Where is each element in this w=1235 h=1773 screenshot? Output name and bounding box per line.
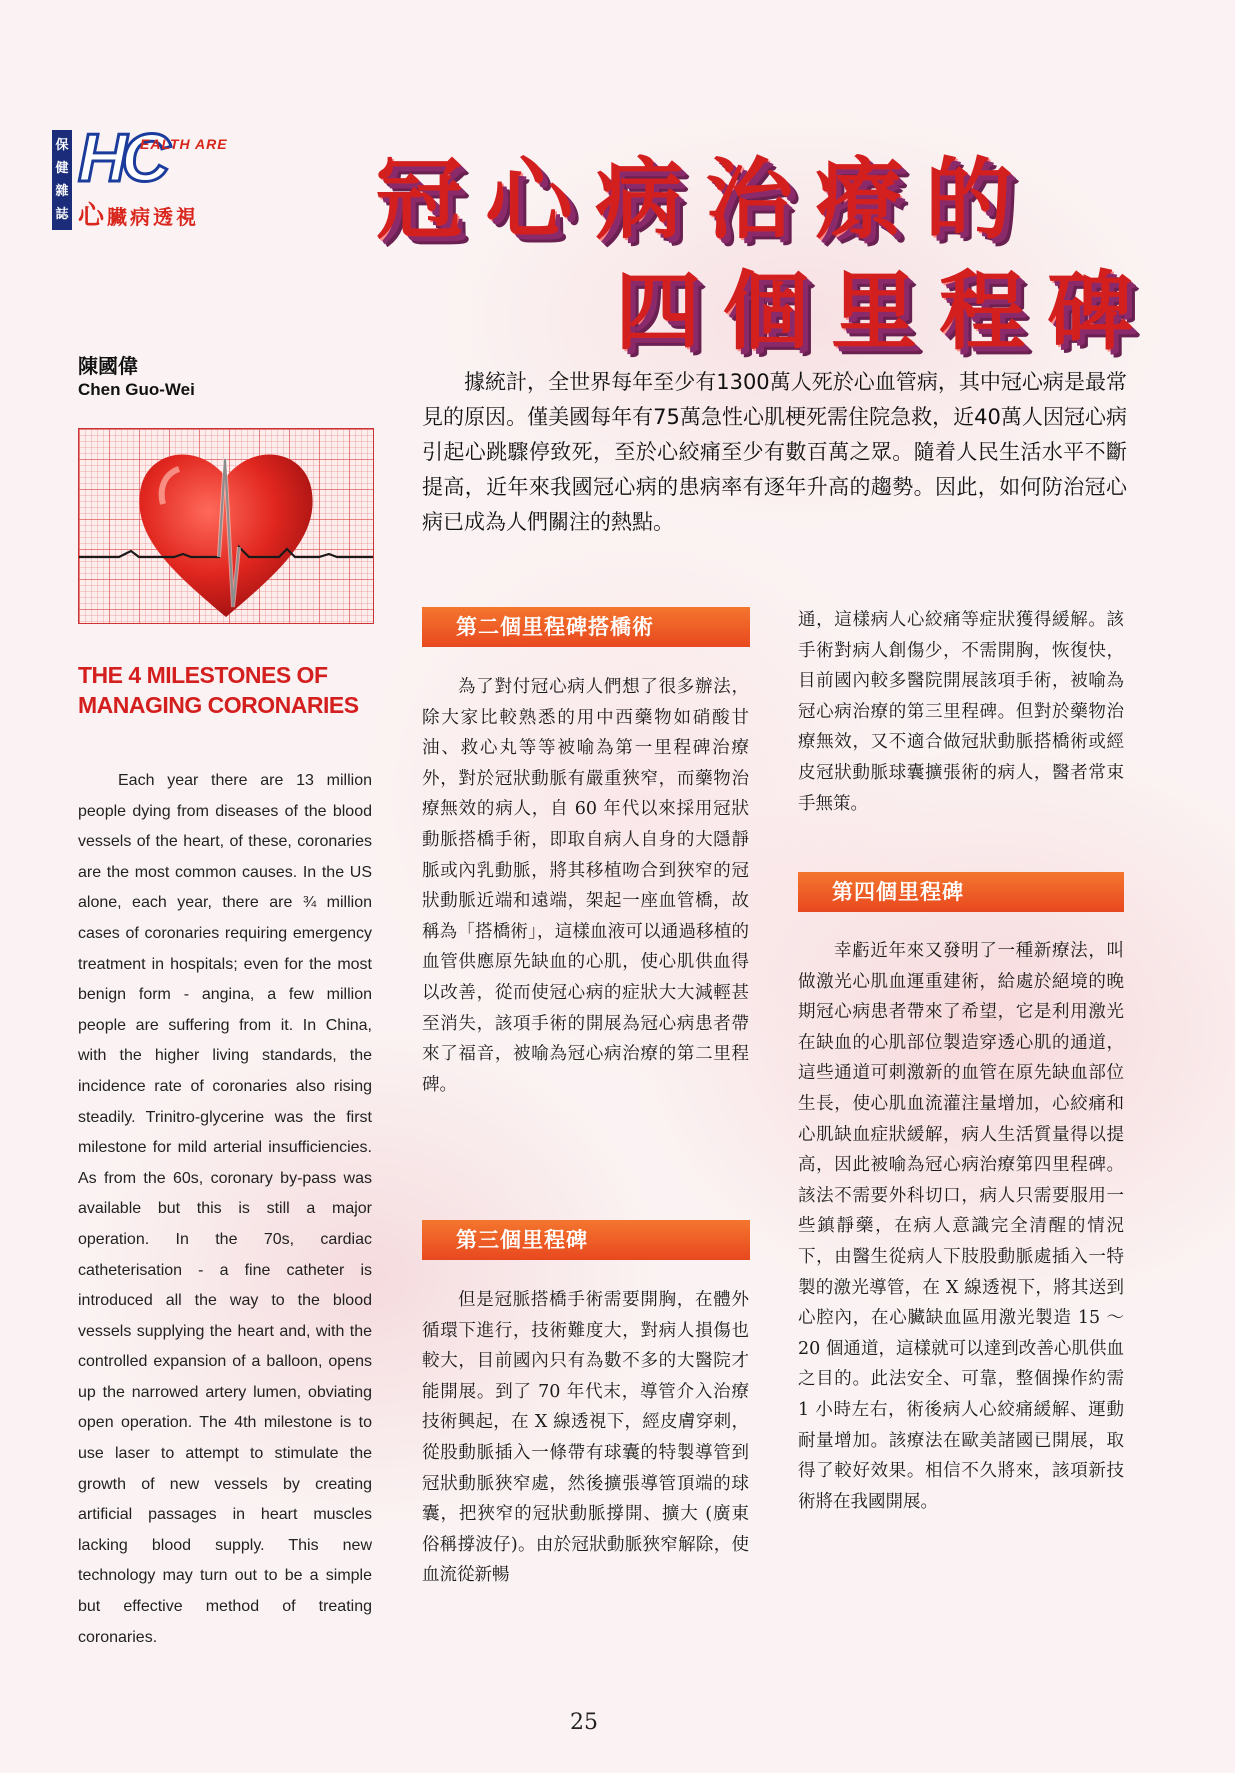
section-heading-second: 第二個里程碑搭橋術 bbox=[422, 607, 750, 647]
logo-letters: HC bbox=[78, 120, 165, 196]
heart-ecg-illustration bbox=[78, 428, 374, 624]
section-label-rest: 臟病透視 bbox=[107, 205, 200, 229]
author-name-en: Chen Guo-Wei bbox=[78, 380, 195, 399]
intro-paragraph: 據統計，全世界每年至少有1300萬人死於心血管病，其中冠心病是最常見的原因。僅美國每年有75萬急性心肌梗死需住院急救，近40萬人因冠心病引起心跳驟停致死，至於心絞痛至少有數百萬之眾。隨着人民生活水平不斷提高，近年來我國冠心病的患病率有逐年升高的趨勢。因此，如何防治冠心病已成為人們關注的熱點。 bbox=[422, 370, 1127, 534]
author-name-cn: 陳國偉 bbox=[78, 354, 138, 378]
english-title: THE 4 MILESTONES OF MANAGING CORONARIES bbox=[78, 662, 359, 718]
article-title-line-2: 四個里程碑 bbox=[615, 262, 1155, 362]
vertical-tag-char-4: 誌 bbox=[55, 206, 69, 222]
section-heading-fourth: 第四個里程碑 bbox=[798, 872, 1124, 912]
section-label bbox=[78, 195, 199, 232]
section-heading-third: 第三個里程碑 bbox=[422, 1220, 750, 1260]
section-body-third: 但是冠脈搭橋手術需要開胸，在體外循環下進行，技術難度大，對病人損傷也較大，目前國內只有為數不多的大醫院才能開展。到了 70 年代末，導管介入治療技術興起，在 X 線透視下，經皮膚穿刺，從股動脈插入一條帶有球囊的特製導管到冠狀動脈狹窄處，然後擴張導管頂端的球囊，把狹窄的冠狀動脈撐開、擴大 (廣東俗稱撐波仔)。由於冠狀動脈狹窄解除，使血流從新暢 bbox=[422, 1290, 749, 1586]
english-body: Each year there are 13 million people dying from diseases of the blood vessels of the heart, of these, coronaries are the most common causes. In the US alone, each year, there are ¾ million cases of coronaries requiring emergency treatment in hospitals; even for the most benign form - angina, a few million people are suffering from it. In China, with the higher living standards, the incidence rate of coronaries also rising steadily. Trinitro-glycerine was the first milestone for mild arterial insufficiencies. As from the 60s, coronary by-pass was available but this is still a major operation. In the 70s, cardiac catheterisation - a fine catheter is introduced all the way to the blood vessels supplying the heart and, with the controlled expansion of a balloon, opens up the narrowed artery lumen, obviating open operation. The 4th milestone is to use laser to attempt to stimulate the growth of new vessels by creating artificial passages in heart muscles lacking blood supply. This new technology may turn out to be a simple but effective method of treating coronaries. bbox=[78, 772, 372, 1646]
magazine-vertical-tag bbox=[52, 130, 72, 230]
vertical-tag-char-1: 保 bbox=[55, 137, 69, 153]
vertical-tag-char-2: 健 bbox=[55, 160, 69, 176]
logo-words: EALTH ARE bbox=[140, 136, 228, 152]
section-label-first: 心 bbox=[78, 201, 108, 231]
vertical-tag-char-3: 雜 bbox=[55, 183, 69, 199]
page-number: 25 bbox=[570, 1710, 598, 1735]
article-title-line-1: 冠心病治療的 bbox=[375, 148, 1036, 251]
section-body-third-continued: 通，這樣病人心絞痛等症狀獲得緩解。該手術對病人創傷少，不需開胸，恢復快，目前國內較多醫院開展該項手術，被喻為冠心病治療的第三里程碑。但對於藥物治療無效，又不適合做冠狀動脈搭橋術或經皮冠狀動脈球囊擴張術的病人，醫者常束手無策。 bbox=[798, 610, 1124, 814]
heart-icon bbox=[79, 429, 373, 623]
healthcare-logo bbox=[78, 120, 248, 196]
section-body-fourth: 幸虧近年來又發明了一種新療法，叫做激光心肌血運重建術，給處於絕境的晚期冠心病患者帶來了希望，它是利用激光在缺血的心肌部位製造穿透心肌的通道，這些通道可刺激新的血管在原先缺血部位生長，使心肌血流灌注量增加，心絞痛和心肌缺血症狀緩解，病人生活質量得以提高，因此被喻為冠心病治療第四里程碑。該法不需要外科切口，病人只需要服用一些鎮靜藥，在病人意識完全清醒的情況下，由醫生從病人下肢股動脈處插入一特製的激光導管，在 X 線透視下，將其送到心腔內，在心臟缺血區用激光製造 15 ～ 20 個通道，這樣就可以達到改善心肌供血之目的。此法安全、可靠，整個操作約需 1 小時左右，術後病人心絞痛緩解、運動耐量增加。該療法在歐美諸國已開展，取得了較好效果。相信不久將來，該項新技術將在我國開展。 bbox=[798, 941, 1124, 1512]
section-body-second: 為了對付冠心病人們想了很多辦法，除大家比較熟悉的用中西藥物如硝酸甘油、救心丸等等被喻為第一里程碑治療外，對於冠狀動脈有嚴重狹窄，而藥物治療無效的病人，自 60 年代以來採用冠狀動脈搭橋手術，即取自病人自身的大隱靜脈或內乳動脈，將其移植吻合到狹窄的冠狀動脈近端和遠端，架起一座血管橋，故稱為「搭橋術」，這樣血液可以通過移植的血管供應原先缺血的心肌，使心肌供血得以改善，從而使冠心病的症狀大大減輕甚至消失，該項手術的開展為冠心病患者帶來了福音，被喻為冠心病治療的第二里程碑。 bbox=[422, 677, 749, 1095]
